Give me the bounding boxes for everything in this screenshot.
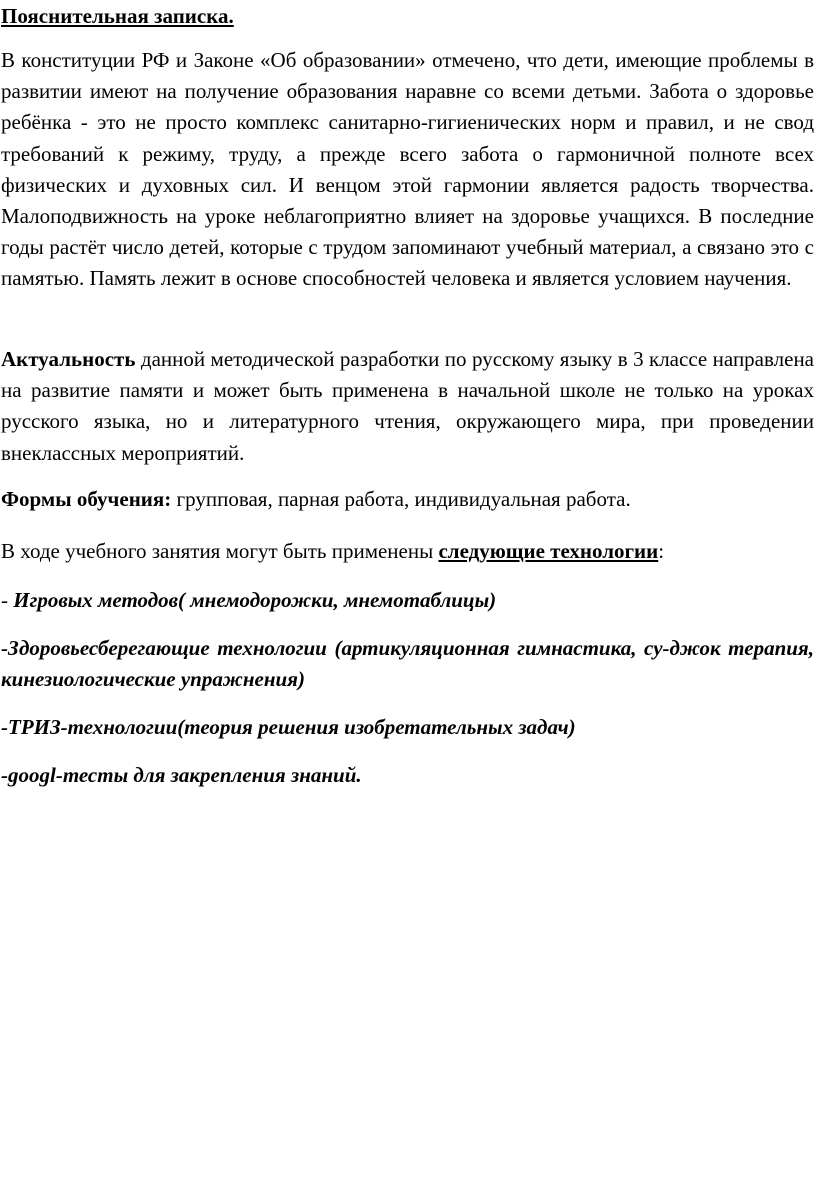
technologies-intro-highlight: следующие технологии bbox=[438, 539, 659, 563]
forms-label: Формы обучения: bbox=[1, 487, 172, 511]
technology-text: -googl-тесты для закрепления знаний. bbox=[1, 763, 362, 787]
document-title: Пояснительная записка. bbox=[1, 4, 234, 28]
technology-text: Игровых методов( мнемодорожки, мнемотаблицы) bbox=[13, 588, 497, 612]
technologies-intro bbox=[1, 536, 814, 567]
technologies-intro-prefix: В ходе учебного занятия могут быть применены bbox=[1, 539, 439, 563]
technology-item bbox=[1, 585, 814, 616]
technology-item bbox=[1, 633, 814, 695]
technology-dash: - bbox=[1, 588, 14, 612]
technology-item bbox=[1, 712, 814, 743]
forms-text: групповая, парная работа, индивидуальная работа. bbox=[171, 487, 631, 511]
technology-text: -ТРИЗ-технологии(теория решения изобретательных задач) bbox=[1, 715, 576, 739]
technologies-intro-suffix: : bbox=[658, 539, 665, 563]
technology-text: -Здоровьесберегающие технологии (артикуляционная гимнастика, су-джок терапия, кинезиологические упражнения) bbox=[1, 636, 814, 692]
intro-paragraph: В конституции РФ и Законе «Об образовании» отмечено, что дети, имеющие проблемы в развитии имеют на получение образования наравне со всеми детьми. Забота о здоровье ребёнка - это не просто комплекс санитарно-гигиенических норм и правил, и не свод требований к режиму, труду, а прежде всего забота о гармоничной полноте всех физических и духовных сил. И венцом этой гармонии является радость творчества. Малоподвижность на уроке неблагоприятно влияет на здоровье учащихся. В последние годы растёт число детей, которые с трудом запоминают учебный материал, а связано это с памятью. Память лежит в основе способностей человека и является условием научения. bbox=[1, 48, 814, 291]
technology-item bbox=[1, 760, 814, 791]
relevance-label: Актуальность bbox=[1, 347, 136, 371]
forms-paragraph bbox=[1, 484, 814, 515]
relevance-text: данной методической разработки по русскому языку в 3 классе направлена на развитие памяти и может быть применена в начальной школе не только на уроках русского языка, но и литературного чтения, окружающего мира, при проведении внеклассных мероприятий. bbox=[1, 347, 814, 465]
relevance-paragraph bbox=[1, 344, 814, 469]
